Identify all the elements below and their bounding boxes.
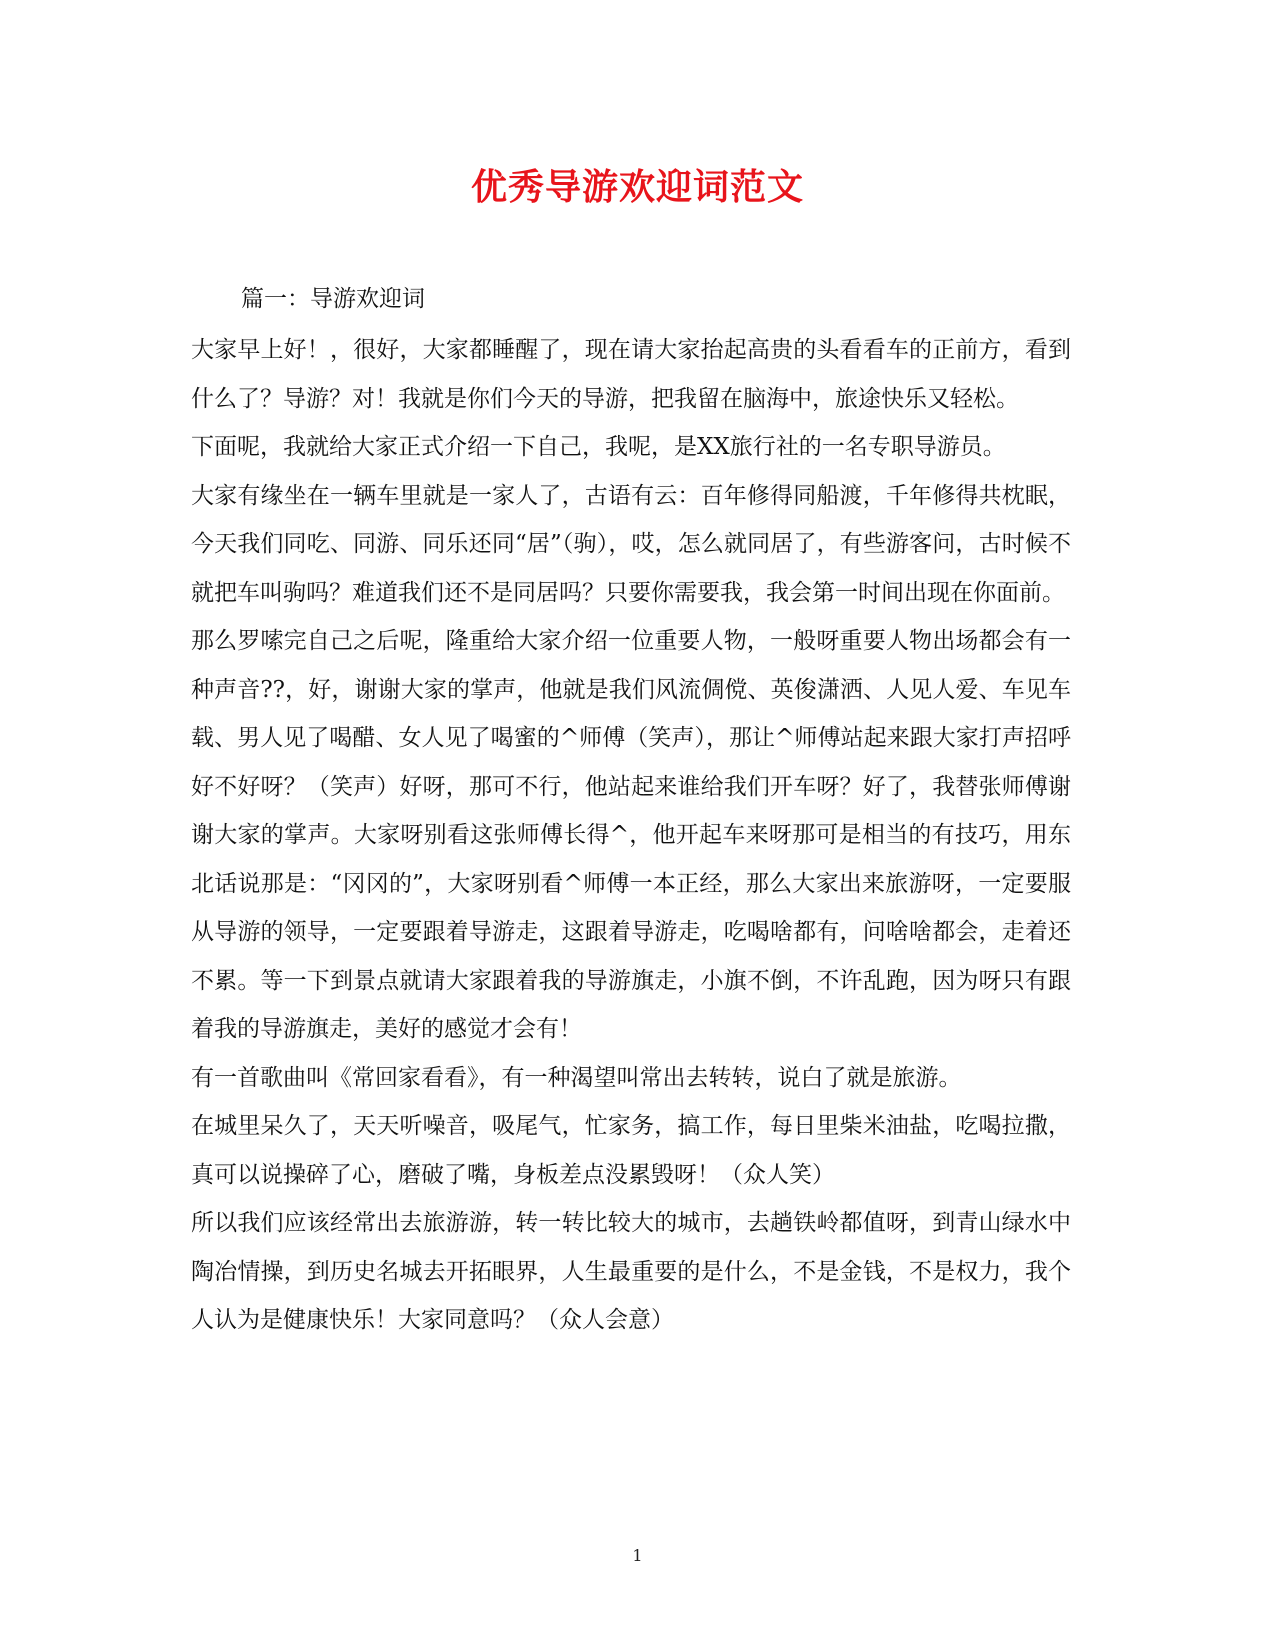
section-heading: 篇一：导游欢迎词	[241, 286, 425, 312]
paragraph-driver-intro: 那么罗嗦完自己之后呢，隆重给大家介绍一位重要人物，一般呀重要人物出场都会有一种声音??，好，谢谢大家的掌声，他就是我们风流倜傥、英俊潇洒、人见人爱、车见车载、男人见了喝醋、女人见了喝蜜的^师傅（笑声），那让^师傅站起来跟大家打声招呼好不好呀？（笑声）好呀，那可不行，他站起来谁给我们开车呀？好了，我替张师傅谢谢大家的掌声。大家呀别看这张师傅长得^，他开起车来呀那可是相当的有技巧，用东北话说那是：“冈冈的”，大家呀别看^师傅一本正经，那么大家出来旅游呀，一定要服从导游的领导，一定要跟着导游走，这跟着导游走，吃喝啥都有，问啥啥都会，走着还不累。等一下到景点就请大家跟着我的导游旗走，小旗不倒，不许乱跑，因为呀只有跟着我的导游旗走，美好的感觉才会有！	[191, 628, 1071, 1042]
document-title: 优秀导游欢迎词范文	[470, 166, 804, 208]
document-body	[191, 276, 1071, 1345]
paragraph-song: 有一首歌曲叫《常回家看看》，有一种渴望叫常出去转转，说白了就是旅游。	[191, 1064, 962, 1091]
paragraph-greeting: 大家早上好！，很好，大家都睡醒了，现在请大家抬起高贵的头看看车的正前方，看到什么了？导游？对！我就是你们今天的导游，把我留在脑海中，旅途快乐又轻松。	[191, 337, 1071, 412]
paragraph-one-family: 大家有缘坐在一辆车里就是一家人了，古语有云：百年修得同船渡，千年修得共枕眠，今天我们同吃、同游、同乐还同“居”（驹），哎，怎么就同居了，有些游客问，古时候不就把车叫驹吗？难道我们还不是同居吗？只要你需要我，我会第一时间出现在你面前。	[191, 482, 1071, 606]
page-number: 1	[632, 1546, 643, 1565]
paragraph-self-intro: 下面呢，我就给大家正式介绍一下自己，我呢，是XX旅行社的一名专职导游员。	[191, 434, 1006, 460]
paragraph-city-life: 在城里呆久了，天天听噪音，吸尾气，忙家务，搞工作，每日里柴米油盐，吃喝拉撒，真可以说操碎了心，磨破了嘴，身板差点没累毁呀！（众人笑）	[191, 1113, 1071, 1188]
paragraph-travel-health: 所以我们应该经常出去旅游游，转一转比较大的城市，去趟铁岭都值呀，到青山绿水中陶冶情操，到历史名城去开拓眼界，人生最重要的是什么，不是金钱，不是权力，我个人认为是健康快乐！大家同意吗？（众人会意）	[191, 1210, 1071, 1333]
